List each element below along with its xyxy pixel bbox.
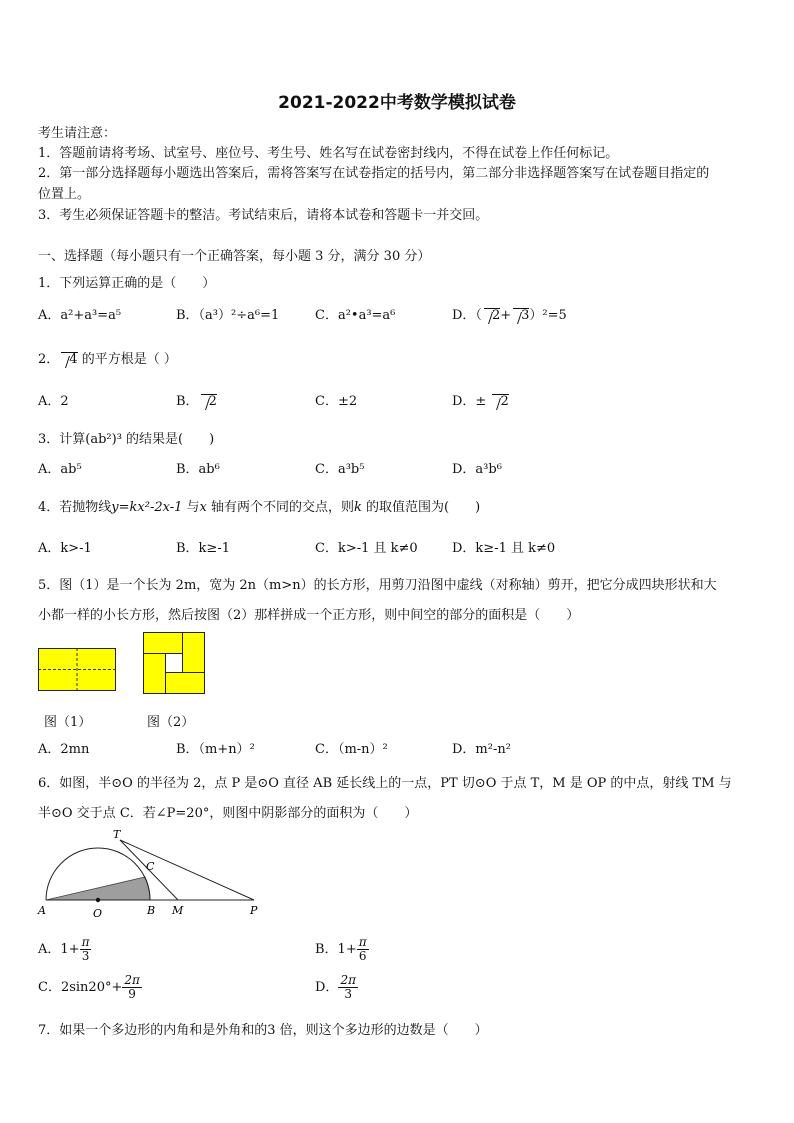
sqrt-symbol [492,394,508,409]
q6-stem-line2: 半⊙O 交于点 C．若∠P=20°，则图中阴影部分的面积为（ ） [38,806,418,821]
label-c: C [146,860,155,873]
q2-option-d [452,390,509,409]
q6-stem-line1: 6．如图，半⊙O 的半径为 2，点 P 是⊙O 直径 AB 延长线上的一点，PT 切⊙O 于点 T，M 是 OP 的中点，射线 TM 与 [38,776,732,791]
fraction [357,936,369,963]
q1-option-c: C．a²•a³=a⁶ [315,308,396,323]
label-t: T [113,828,121,841]
q4-stem-mid: 与 [182,500,200,515]
notice-item-2: 2．第一部分选择题每小题选出答案后，需将答案写在试卷指定的括号内，第二部分非选择题答案写在试卷题目指定的 [38,166,710,181]
q3-stem: 3．计算(ab²)³ 的结果是( ) [38,432,215,447]
label-b: B [147,904,156,917]
q5-option-b: B．（m+n）² [176,742,255,757]
shaded-region [46,877,150,900]
q1-option-a: A．a²+a³=a⁵ [38,308,122,323]
q4-formula: y=kx²-2x-1 [111,500,183,515]
q4-stem-suffix: 的取值范围为( ) [361,500,481,515]
radicand: 2 [491,308,501,323]
q2-option-a: A．2 [38,394,69,409]
denominator: 3 [81,949,90,963]
q2-d-prefix: D．± [452,394,491,409]
q3-option-d: D．a³b⁶ [452,462,502,477]
sqrt-symbol [513,308,529,323]
q6-option-b [315,936,369,963]
q4-stem-mid2: 轴有两个不同的交点，则 [206,500,354,515]
q4-var-k: k [354,500,362,515]
radicand: 2 [208,394,217,409]
sqrt-symbol [484,308,500,323]
plus-sign: + [500,308,512,323]
q4-stem [38,496,480,515]
q4-option-c: C．k>-1 且 k≠0 [315,541,418,556]
q3-option-b: B．ab⁶ [176,462,220,477]
q2-option-b [176,390,217,409]
numerator: 2π [124,973,140,987]
radicand: 2 [500,394,509,409]
q6-c-prefix: C．2sin20°+ [38,980,123,995]
radicand: 3 [521,308,530,323]
label-m: M [172,904,184,917]
label-a: A [38,904,46,917]
label-p: P [250,904,258,917]
section-heading: 一、选择题（每小题只有一个正确答案，每小题 3 分，满分 30 分） [38,249,431,264]
notice-item-2-cont: 位置上。 [38,187,91,202]
q6-d-prefix: D． [315,980,339,995]
label-o: O [93,907,103,920]
denominator: 6 [358,949,367,963]
q6-b-prefix: B．1+ [315,942,357,957]
q5-option-a: A．2mn [38,742,90,757]
numerator: π [358,935,367,949]
q4-option-b: B．k≥-1 [176,541,230,556]
fig2-label: 图（2） [147,715,195,730]
q2-b-prefix: B． [176,394,199,409]
q6-option-a [38,936,91,963]
q2-stem-suffix: 的平方根是（ ） [77,352,177,367]
q3-option-c: C．a³b⁵ [315,462,365,477]
fig1-label: 图（1） [44,715,92,730]
sqrt-symbol [61,352,77,367]
figure-1-rectangle [38,648,116,691]
page-title: 2021-2022中考数学模拟试卷 [278,93,516,113]
fraction [80,936,92,963]
q2-stem-prefix: 2． [38,352,60,367]
q2-option-c: C．±2 [315,394,358,409]
q5-stem-line1: 5．图（1）是一个长为 2m，宽为 2n（m>n）的长方形，用剪刀沿图中虚线（对称轴）剪开，把它分成四块形状和大 [38,578,717,593]
notice-item-1: 1．答题前请将考场、试室号、座位号、考生号、姓名写在试卷密封线内，不得在试卷上作任何标记。 [38,146,619,161]
q3-option-a: A．ab⁵ [38,462,82,477]
numerator: π [81,935,90,949]
q5-figures [38,630,218,700]
denominator: 3 [344,987,353,1001]
q4-stem-prefix: 4．若抛物线 [38,500,112,515]
q6-geometry-figure [36,828,268,922]
notice-heading: 考生请注意： [38,126,117,141]
q4-option-d: D．k≥-1 且 k≠0 [452,541,556,556]
q1-option-b: B．（a³）²÷a⁶=1 [176,308,280,323]
q1-d-suffix: ）²=5 [529,308,567,323]
q6-option-d [315,974,358,1001]
center-point [96,898,100,902]
q4-var-x: x [199,500,207,515]
fraction [338,974,358,1001]
q1-d-prefix: D．（ [452,308,482,323]
q2-stem [38,348,177,367]
sqrt-symbol [201,394,217,409]
q4-option-a: A．k>-1 [38,541,92,556]
q1-stem: 1．下列运算正确的是（ ） [38,276,216,291]
fraction [122,974,142,1001]
q5-option-d: D．m²-n² [452,742,511,757]
q6-option-c [38,974,142,1001]
q1-option-d [452,304,567,323]
numerator: 2π [340,973,356,987]
q5-stem-line2: 小都一样的小长方形，然后按图（2）那样拼成一个正方形，则中间空的部分的面积是（ ） [38,608,580,623]
q6-a-prefix: A．1+ [38,942,80,957]
radicand: 4 [69,352,78,367]
notice-item-3: 3．考生必须保证答题卡的整洁。考试结束后，请将本试卷和答题卡一并交回。 [38,208,489,223]
denominator: 9 [128,987,136,1001]
q5-option-c: C．（m-n）² [315,742,388,757]
figure-2-square [144,633,205,694]
q7-stem: 7．如果一个多边形的内角和是外角和的3 倍，则这个多边形的边数是（ ） [38,1023,488,1038]
